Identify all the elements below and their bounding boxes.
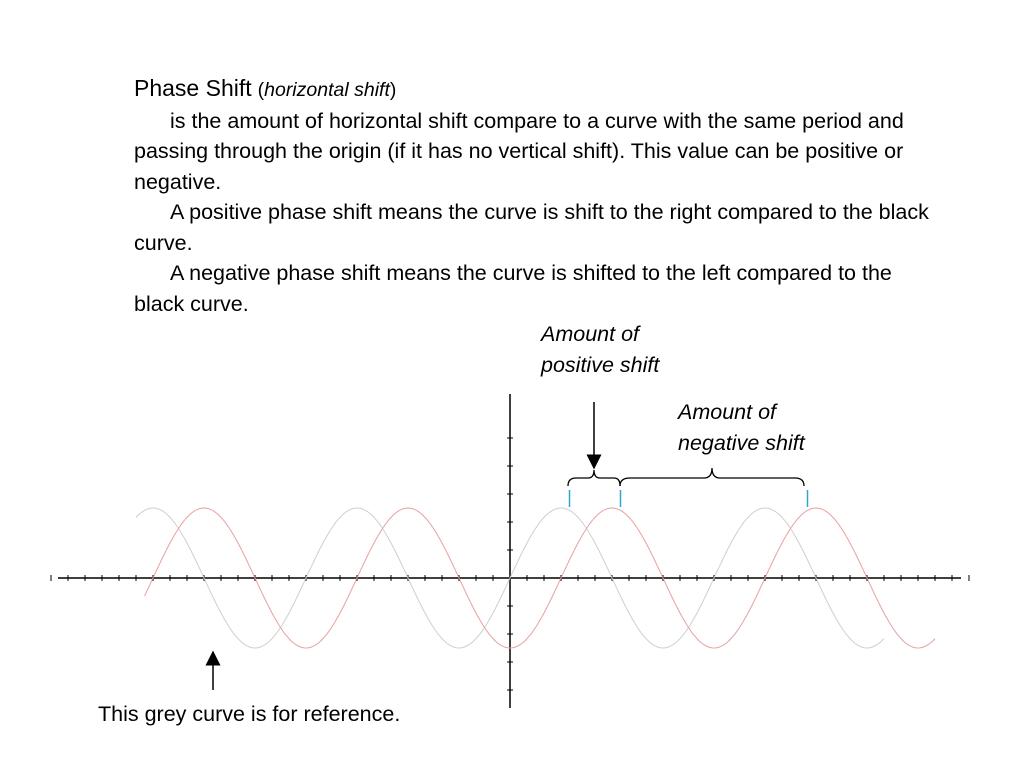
page-title: Phase Shift bbox=[134, 75, 252, 101]
heading-close-paren: ) bbox=[389, 79, 397, 101]
positive-shift-brace bbox=[568, 470, 620, 486]
paragraph-negative-shift: A negative phase shift means the curve is shifted to the left compared to the black curve. bbox=[134, 261, 892, 316]
shift-markers bbox=[570, 490, 808, 507]
negative-annotation-line-2: negative shift bbox=[678, 430, 805, 455]
paragraph-definition: is the amount of horizontal shift compare to a curve with the same period and passing through the origin (if it has no vertical shift). This value can be positive or negative. bbox=[134, 108, 904, 194]
positive-annotation-line-2: positive shift bbox=[541, 352, 660, 377]
page-subtitle: horizontal shift bbox=[264, 79, 390, 101]
positive-annotation-line-1: Amount of bbox=[541, 322, 639, 346]
negative-annotation-line-1: Amount of bbox=[678, 400, 776, 424]
paragraph-positive-shift: A positive phase shift means the curve is shift to the right compared to the black curve. bbox=[134, 200, 929, 255]
axes bbox=[58, 394, 961, 708]
reference-curve-caption: This grey curve is for reference. bbox=[98, 702, 401, 726]
heading-open-paren: ( bbox=[257, 79, 265, 101]
negative-shift-brace bbox=[620, 468, 804, 486]
